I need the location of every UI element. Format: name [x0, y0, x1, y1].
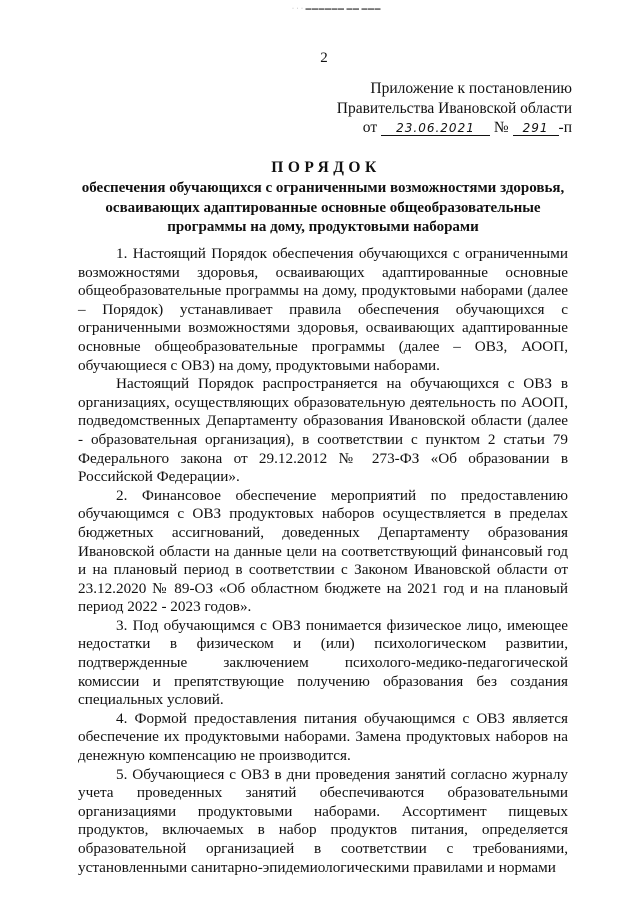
- attachment-block: [337, 79, 572, 138]
- handwritten-date: 23.06.2021: [381, 121, 490, 136]
- document-title: ПОРЯДОК: [271, 159, 381, 176]
- paragraph-5: 4. Формой предоставления питания обучающимся с ОВЗ является обеспечение их продуктовыми наборами. Замена продуктовых наборов на денежную компенсацию не производится.: [78, 709, 568, 765]
- paragraph-3: 2. Финансовое обеспечение мероприятий по предоставлению обучающимся с ОВЗ продуктовых наборов осуществляется в пределах бюджетных ассигнований, доведенных Департаменту образования Ивановской области на данные цели на соответствующий финансовый год и на плановый период в соответствии с Законом Ивановской области от 23.12.2020 № 89-ОЗ «Об областном бюджете на 2021 год и на плановый период 2022 - 2023 годов».: [78, 486, 568, 616]
- document-subtitle: обеспечения обучающихся с ограниченными возможностями здоровья, осваивающих адаптированные основные общеобразовательные программы на дому, продуктовыми наборами: [81, 180, 565, 236]
- scan-header-artifact: · · · ▬▬▬▬▬▬ ▬▬ ▬▬▬: [292, 6, 381, 12]
- page-number: 2: [320, 50, 328, 66]
- handwritten-number: 291: [513, 121, 559, 136]
- paragraph-1: 1. Настоящий Порядок обеспечения обучающихся с ограниченными возможностями здоровья, осваивающих адаптированные основные общеобразовательные программы на дому, продуктовыми наборами (далее – Порядок) устанавливает правила обеспечения обучающихся с ограниченными возможностями здоровья, осваивающих адаптированные основные общеобразовательные программы (далее – ОВЗ, АООП, обучающиеся с ОВЗ) на дому, продуктовыми наборами.: [78, 245, 568, 374]
- from-label: от: [362, 119, 378, 136]
- paragraph-2: Настоящий Порядок распространяется на обучающихся с ОВЗ в организациях, осуществляющих образовательную деятельность по АООП, подведомственных Департаменту образования Ивановской области (далее - образовательная организация), в соответствии с пунктом 2 статьи 79 Федерального закона от 29.12.2012 № 273-ФЗ «Об образовании в Российской Федерации».: [78, 375, 568, 486]
- number-suffix: -п: [558, 119, 572, 136]
- attachment-line-3: [337, 118, 572, 138]
- paragraph-6: 5. Обучающиеся с ОВЗ в дни проведения занятий согласно журналу учета проведенных занятий обеспечиваются образовательными организациями продуктовыми наборами. Ассортимент пищевых продуктов, включаемых в набор продуктов питания, определяется образовательной организацией в соответствии с требованиями, установленными санитарно-эпидемиологическими правилами и нормами: [78, 765, 568, 876]
- attachment-line-2: Правительства Ивановской области: [336, 99, 572, 117]
- number-label: №: [493, 119, 509, 136]
- paragraph-4: 3. Под обучающимся с ОВЗ понимается физическое лицо, имеющее недостатки в физическом и (или) психологическом развитии, подтвержденные заключением психолого-медико-педагогической комиссии и препятствующие получению образования без создания специальных условий.: [78, 616, 568, 709]
- attachment-line-1: Приложение к постановлению: [370, 80, 572, 97]
- document-body: [78, 245, 568, 877]
